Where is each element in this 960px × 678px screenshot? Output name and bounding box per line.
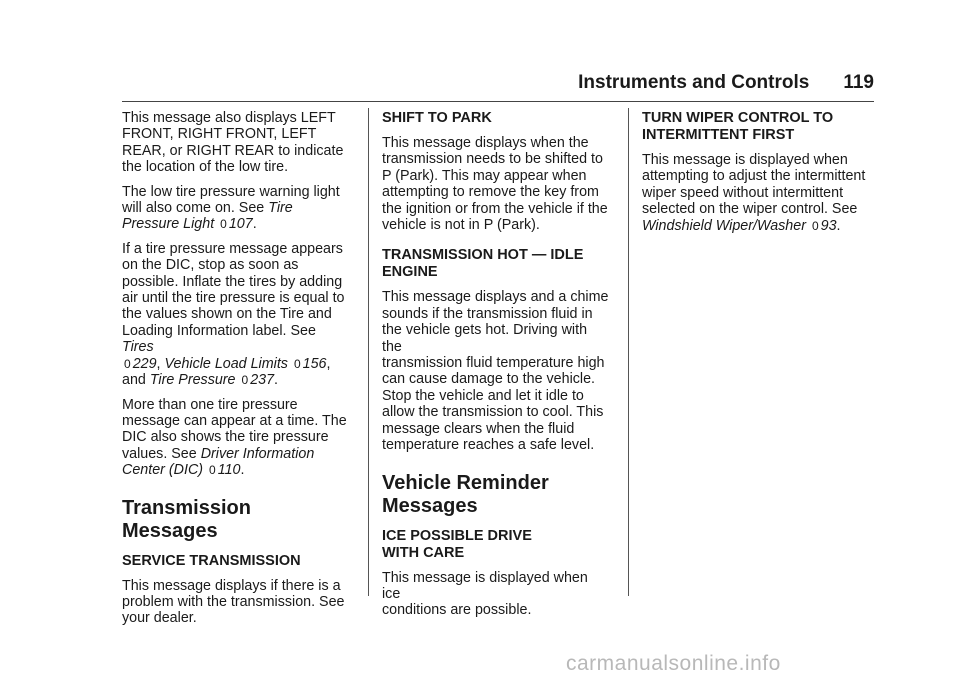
link-windshield-wiper-washer[interactable]: Windshield Wiper/Washer <box>642 217 806 234</box>
page-ref-arrow-icon: 0 <box>811 218 819 233</box>
page-ref-93[interactable]: 93 <box>820 217 837 234</box>
page-ref-arrow-icon: 0 <box>241 373 249 388</box>
paragraph-transmission-hot: This message displays and a chime sounds if the transmission fluid in the vehicle gets hot. Driving with the transmission fluid temperature high can cause damage to the vehicle. Stop the vehicle and let it idle to allow the transmission to cool. This message clears when the fluid temperature reaches a safe level. <box>382 289 609 454</box>
page-header <box>578 72 874 94</box>
heading-service-transmission: SERVICE TRANSMISSION <box>122 552 301 569</box>
page-ref-107[interactable]: 107 <box>228 216 253 233</box>
paragraph-tire-pressure-message: If a tire pressure message appears on the DIC, stop as soon as possible. Inflate the tires by adding air until the tire pressure is equal to the values shown on the Tire and Loading Information label. See Tires 0 229, Vehicle Load Limits 0 156, and Tire Pressure 0 237. <box>122 240 345 389</box>
link-tires[interactable]: Tires <box>122 339 154 356</box>
link-driver-information-center-cont[interactable]: Center (DIC) <box>122 462 204 479</box>
paragraph-turn-wiper-control: This message is displayed when attempting to adjust the intermittent wiper speed without intermittent selected on the wiper control. See Windshield Wiper/Washer 0 93. <box>642 152 866 234</box>
link-driver-information-center[interactable]: Driver Information <box>200 445 315 462</box>
page-ref-arrow-icon: 0 <box>209 463 216 478</box>
page-ref-arrow-icon: 0 <box>124 356 131 371</box>
column-3 <box>642 110 870 242</box>
page-ref-229[interactable]: 229 <box>132 355 157 372</box>
heading-shift-to-park: SHIFT TO PARK <box>382 110 492 126</box>
paragraph-warning-light: The low tire pressure warning light will also come on. See Tire Pressure Light 0 107. <box>122 183 340 233</box>
column-1 <box>122 110 350 635</box>
column-divider-2 <box>628 108 629 596</box>
link-vehicle-load-limits[interactable]: Vehicle Load Limits <box>164 355 288 372</box>
paragraph-low-tire-location: This message also displays LEFT FRONT, RIGHT FRONT, LEFT REAR, or RIGHT REAR to indicate the location of the low tire. <box>122 110 344 176</box>
heading-transmission-hot: TRANSMISSION HOT — IDLE ENGINE <box>382 247 584 281</box>
heading-vehicle-reminder-messages: Vehicle Reminder Messages <box>382 471 549 517</box>
column-2 <box>382 110 610 627</box>
watermark: carmanualsonline.info <box>566 652 781 675</box>
link-tire-pressure-light[interactable]: Tire <box>268 200 293 217</box>
page-ref-237[interactable]: 237 <box>250 372 275 389</box>
header-rule <box>122 101 874 102</box>
paragraph-ice-possible: This message is displayed when ice conditions are possible. <box>382 569 588 619</box>
heading-turn-wiper-control: TURN WIPER CONTROL TO INTERMITTENT FIRST <box>642 110 834 143</box>
paragraph-multiple-messages: More than one tire pressure message can appear at a time. The DIC also shows the tire pressure values. See Driver Information Center (DIC) 0 110. <box>122 396 347 479</box>
link-tire-pressure-light-cont[interactable]: Pressure Light <box>122 216 215 233</box>
link-tire-pressure[interactable]: Tire Pressure <box>149 372 236 389</box>
paragraph-service-transmission: This message displays if there is a problem with the transmission. See your dealer. <box>122 577 345 627</box>
heading-transmission-messages: Transmission Messages <box>122 496 251 542</box>
column-divider-1 <box>368 108 369 596</box>
section-title: Instruments and Controls <box>578 72 810 93</box>
page-ref-110[interactable]: 110 <box>217 462 241 479</box>
page-number: 119 <box>843 72 874 93</box>
heading-ice-possible: ICE POSSIBLE DRIVE WITH CARE <box>382 527 532 561</box>
page-ref-arrow-icon: 0 <box>220 217 227 232</box>
paragraph-shift-to-park: This message displays when the transmission needs to be shifted to P (Park). This may appear when attempting to remove the key from the ignition or from the vehicle if the vehicle is not in P (Park). <box>382 135 608 234</box>
page-ref-arrow-icon: 0 <box>293 356 301 371</box>
page-ref-156[interactable]: 156 <box>302 355 327 372</box>
